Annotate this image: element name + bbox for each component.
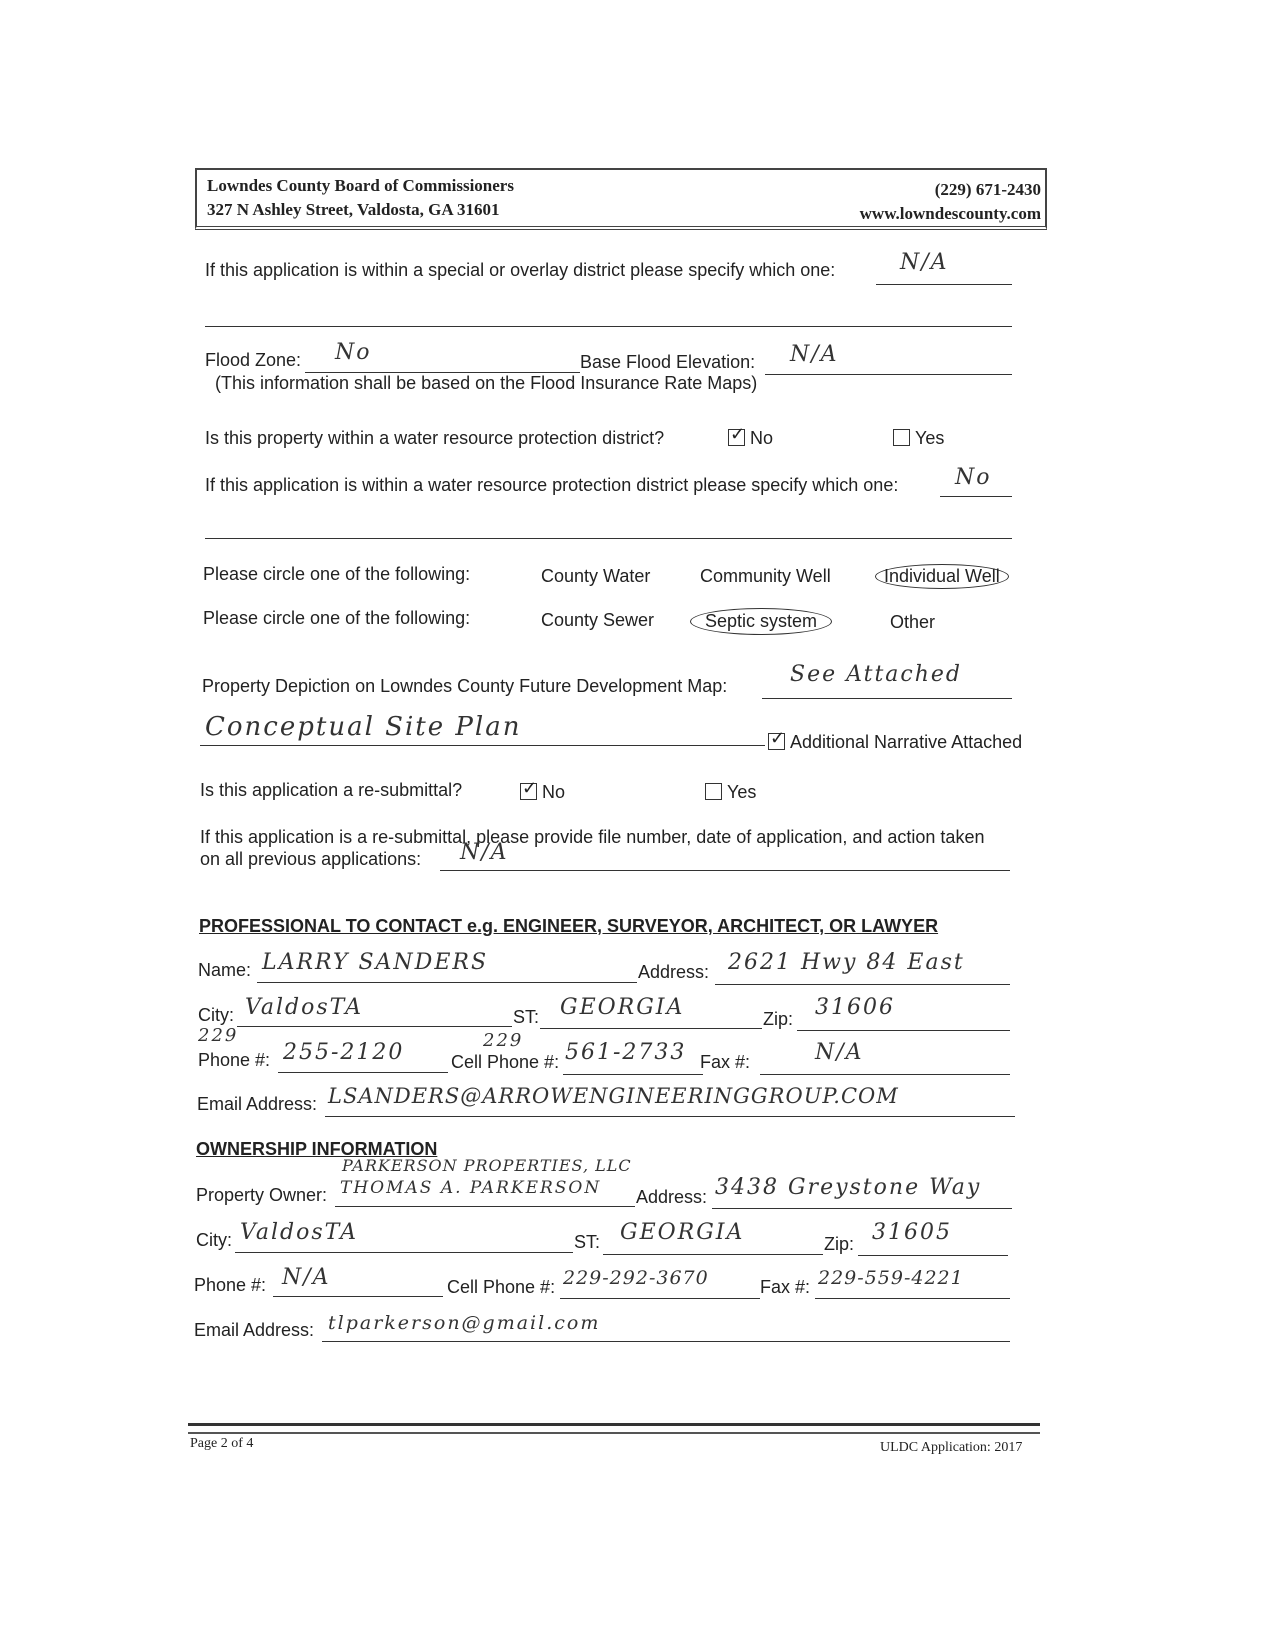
pro-city-label: City:	[198, 1005, 234, 1025]
owner-company[interactable]: PARKERSON PROPERTIES, LLC	[342, 1156, 632, 1175]
water-option-individual-selected[interactable]: Individual Well	[875, 564, 1009, 589]
depiction-value-2[interactable]: Conceptual Site Plan	[205, 712, 522, 742]
checkbox-checked[interactable]	[728, 429, 745, 446]
depiction-value[interactable]: See Attached	[790, 662, 962, 687]
form-version: ULDC Application: 2017	[880, 1440, 1023, 1455]
pro-name-label: Name:	[198, 960, 252, 980]
pro-st[interactable]: GEORGIA	[560, 995, 685, 1020]
yes-label: Yes	[727, 782, 757, 802]
owner-phone-label: Phone #:	[194, 1275, 267, 1295]
owner-phone[interactable]: N/A	[282, 1265, 331, 1290]
owner-st-label: ST:	[574, 1232, 601, 1252]
owner-fax[interactable]: 229-559-4221	[818, 1267, 964, 1289]
owner-address-label: Address:	[636, 1187, 708, 1207]
sewer-option-county[interactable]: County Sewer	[541, 610, 655, 630]
checkbox[interactable]	[893, 429, 910, 446]
water-option-county[interactable]: County Water	[541, 566, 651, 586]
owner-cell-label: Cell Phone #:	[447, 1277, 556, 1297]
flood-note: (This information shall be based on the Flood Insurance Rate Maps)	[215, 373, 758, 393]
pro-address[interactable]: 2621 Hwy 84 East	[728, 950, 965, 975]
pro-city[interactable]: ValdosTA	[245, 995, 363, 1020]
pro-fax-label: Fax #:	[700, 1052, 751, 1072]
resubmittal-info-value[interactable]: N/A	[460, 840, 509, 865]
water-circle-label: Please circle one of the following:	[203, 564, 471, 584]
org-address: 327 N Ashley Street, Valdosta, GA 31601	[207, 200, 500, 219]
footer-rule	[188, 1423, 1040, 1434]
checkbox[interactable]	[705, 783, 722, 800]
owner-city[interactable]: ValdosTA	[240, 1220, 358, 1245]
sewer-circle-label: Please circle one of the following:	[203, 608, 471, 628]
resubmittal-yes[interactable]	[705, 782, 756, 803]
owner-cell[interactable]: 229-292-3670	[563, 1267, 709, 1289]
ownership-heading: OWNERSHIP INFORMATION	[196, 1139, 438, 1159]
owner-name[interactable]: THOMAS A. PARKERSON	[340, 1178, 602, 1198]
water-district-no[interactable]	[728, 428, 773, 449]
owner-label: Property Owner:	[196, 1185, 328, 1205]
pro-cell-label: Cell Phone #:	[451, 1052, 560, 1072]
pro-cell-area[interactable]: 229	[483, 1030, 524, 1051]
flood-zone-value[interactable]: No	[335, 340, 372, 365]
pro-st-label: ST:	[513, 1007, 540, 1027]
bfe-value[interactable]: N/A	[790, 342, 839, 367]
no-label: No	[750, 428, 774, 448]
no-label: No	[542, 782, 566, 802]
resubmittal-question: Is this application a re-submittal?	[200, 780, 463, 800]
flood-zone-label: Flood Zone:	[205, 350, 302, 370]
org-phone: (229) 671-2430	[934, 180, 1041, 199]
owner-zip[interactable]: 31605	[872, 1220, 952, 1245]
pro-email[interactable]: LSANDERS@ARROWENGINEERINGGROUP.COM	[328, 1084, 899, 1108]
pro-name[interactable]: LARRY SANDERS	[262, 950, 489, 975]
page-number: Page 2 of 4	[190, 1436, 254, 1451]
narrative-attached[interactable]	[768, 732, 1022, 753]
water-district-yes[interactable]	[893, 428, 944, 449]
overlay-value[interactable]: N/A	[900, 250, 949, 275]
owner-email[interactable]: tlparkerson@gmail.com	[328, 1312, 601, 1334]
pro-cell[interactable]: 561-2733	[565, 1040, 687, 1065]
pro-address-label: Address:	[638, 962, 710, 982]
pro-phone-label: Phone #:	[198, 1050, 271, 1070]
owner-city-label: City:	[196, 1230, 232, 1250]
pro-phone-area[interactable]: 229	[198, 1025, 239, 1046]
checkbox-checked[interactable]	[520, 783, 537, 800]
resubmittal-info-1: If this application is a re-submittal, please provide file number, date of application, and action taken	[200, 827, 985, 847]
owner-st[interactable]: GEORGIA	[620, 1220, 745, 1245]
checkbox-checked[interactable]	[768, 733, 785, 750]
pro-email-label: Email Address:	[197, 1094, 318, 1114]
resubmittal-no[interactable]	[520, 782, 565, 803]
narrative-label: Additional Narrative Attached	[790, 732, 1023, 752]
sewer-option-septic-selected[interactable]: Septic system	[690, 608, 832, 635]
pro-zip-label: Zip:	[763, 1009, 794, 1029]
owner-zip-label: Zip:	[824, 1234, 855, 1254]
letterhead	[195, 168, 1047, 230]
water-option-community[interactable]: Community Well	[700, 566, 831, 586]
resubmittal-info-2: on all previous applications:	[200, 849, 422, 869]
depiction-label: Property Depiction on Lowndes County Future Development Map:	[202, 676, 728, 696]
pro-zip[interactable]: 31606	[815, 995, 895, 1020]
overlay-label: If this application is within a special or overlay district please specify which one:	[205, 260, 836, 280]
pro-fax[interactable]: N/A	[815, 1040, 864, 1065]
pro-phone[interactable]: 255-2120	[283, 1040, 405, 1065]
water-district-question: Is this property within a water resource protection district?	[205, 428, 665, 448]
org-website: www.lowndescounty.com	[859, 204, 1041, 223]
water-district-specify-value[interactable]: No	[955, 465, 992, 490]
org-name: Lowndes County Board of Commissioners	[207, 176, 514, 195]
owner-email-label: Email Address:	[194, 1320, 315, 1340]
owner-address[interactable]: 3438 Greystone Way	[715, 1175, 982, 1200]
water-district-specify-label: If this application is within a water resource protection district please specify which one:	[205, 475, 899, 495]
owner-fax-label: Fax #:	[760, 1277, 811, 1297]
yes-label: Yes	[915, 428, 945, 448]
professional-heading: PROFESSIONAL TO CONTACT e.g. ENGINEER, SURVEYOR, ARCHITECT, OR LAWYER	[199, 916, 939, 936]
sewer-option-other[interactable]: Other	[890, 612, 936, 632]
bfe-label: Base Flood Elevation:	[580, 352, 756, 372]
